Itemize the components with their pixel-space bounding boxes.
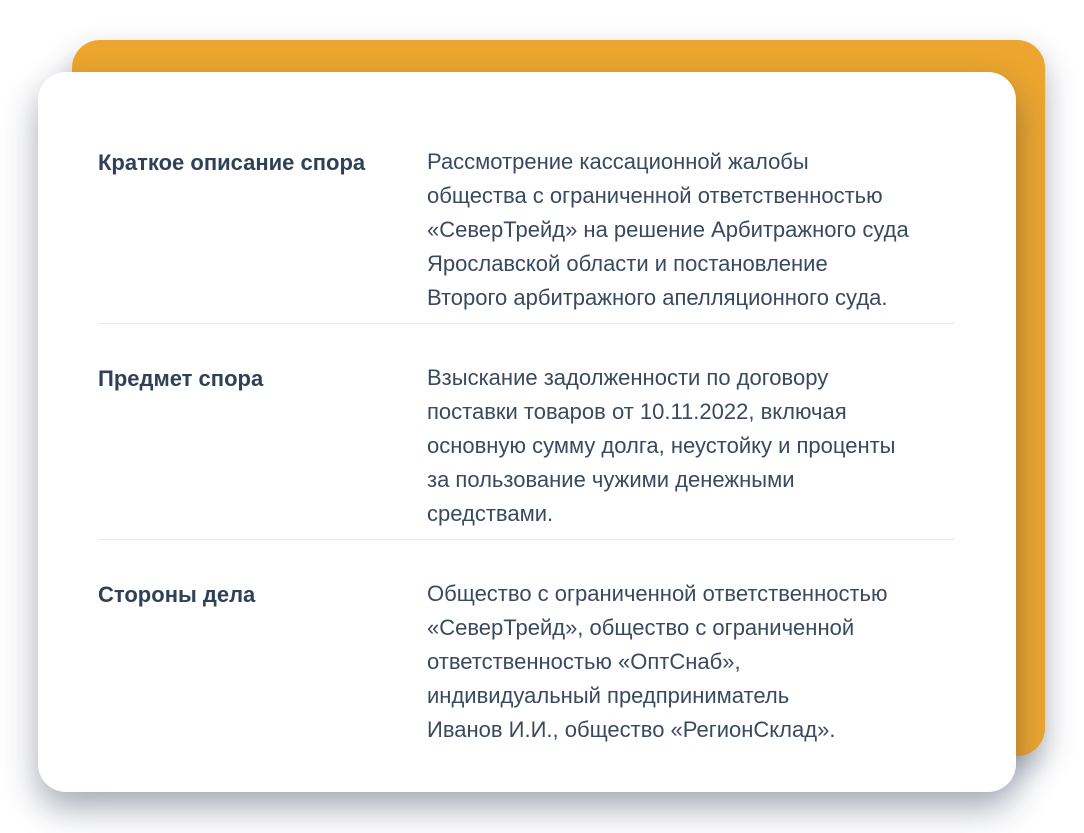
case-field-row-description (98, 145, 955, 324)
field-value-line: Ярославской области и постановление (427, 251, 828, 276)
field-value-line: «СеверТрейд» на решение Арбитражного суда (427, 217, 909, 242)
field-value-line: Взыскание задолженности по договору (427, 365, 829, 390)
field-value-line: индивидуальный предприниматель (427, 683, 790, 708)
field-label-parties: Стороны дела (98, 582, 256, 607)
field-value-subject (427, 361, 955, 531)
case-field-row-subject (98, 324, 955, 540)
field-value-parties (427, 577, 955, 747)
field-value-description (427, 145, 955, 315)
field-value-line: за пользование чужими денежными (427, 467, 795, 492)
field-label-description: Краткое описание спора (98, 150, 366, 175)
case-details-card (38, 72, 1016, 792)
field-value-line: средствами. (427, 501, 554, 526)
field-value-line: Рассмотрение кассационной жалобы (427, 149, 809, 174)
field-value-line: Второго арбитражного апелляционного суда. (427, 285, 888, 310)
field-label-subject: Предмет спора (98, 366, 264, 391)
case-field-row-parties (98, 540, 955, 747)
field-value-line: Общество с ограниченной ответственностью (427, 581, 888, 606)
field-value-line: поставки товаров от 10.11.2022, включая (427, 399, 847, 424)
field-value-line: ответственностью «ОптСнаб», (427, 649, 741, 674)
field-value-line: Иванов И.И., общество «РегионСклад». (427, 717, 836, 742)
field-value-line: основную сумму долга, неустойку и проценты (427, 433, 896, 458)
field-value-line: общества с ограниченной ответственностью (427, 183, 883, 208)
field-value-line: «СеверТрейд», общество с ограниченной (427, 615, 855, 640)
